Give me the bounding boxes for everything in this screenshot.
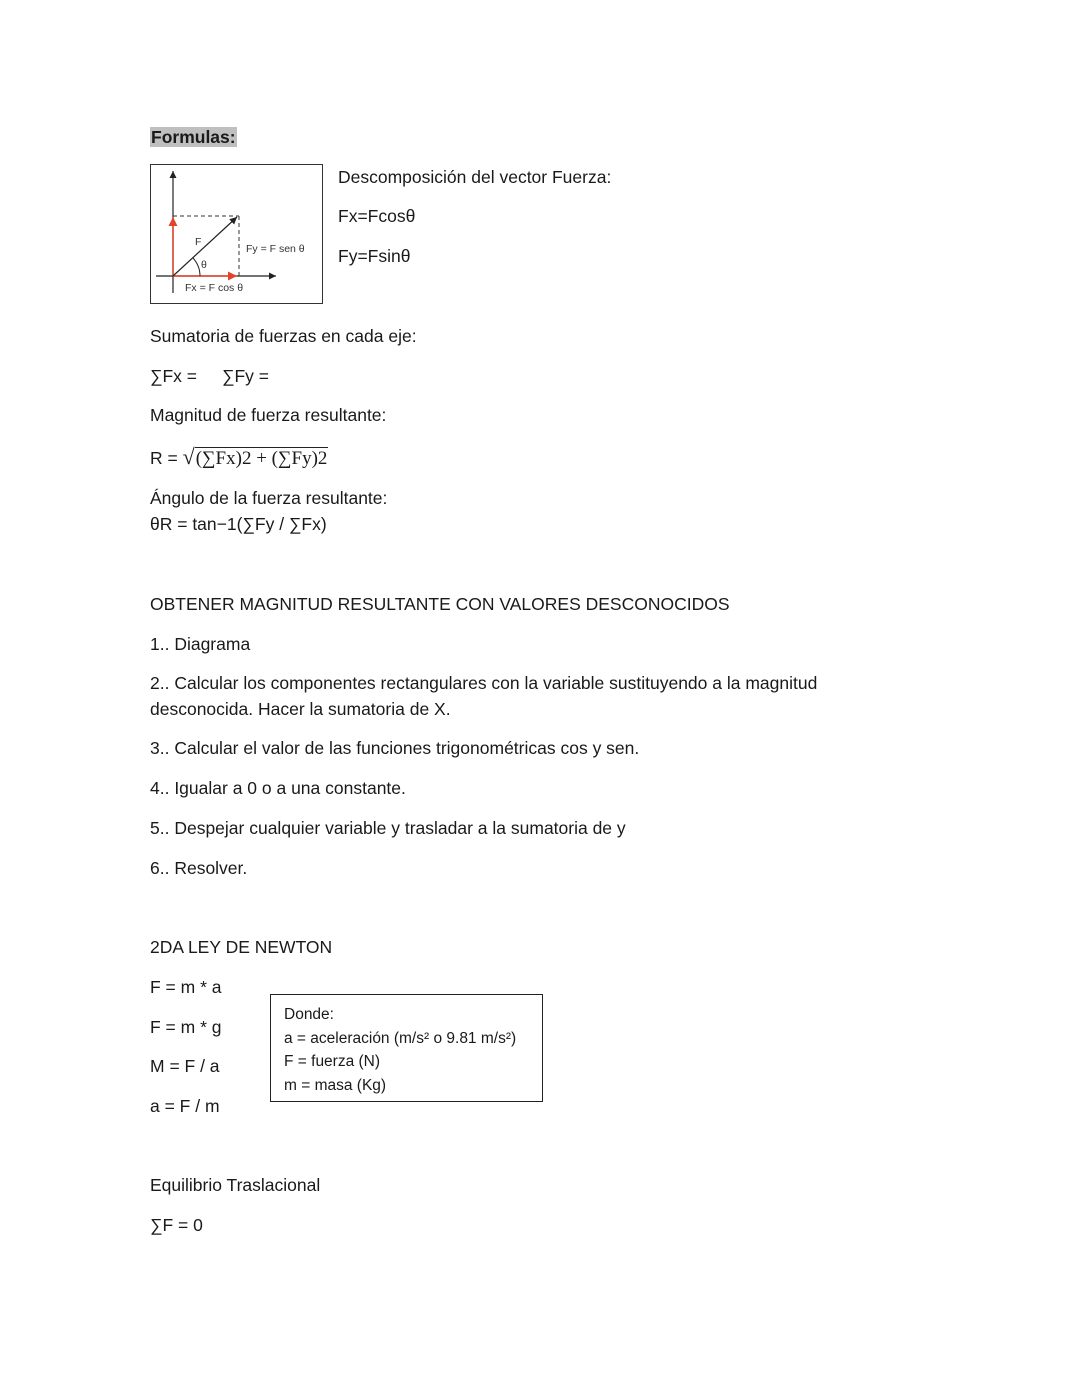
fx-label: Fx = F cos θ xyxy=(185,282,244,294)
sum-fy: ∑Fy = xyxy=(222,366,269,386)
f-label: F xyxy=(195,236,202,248)
step: 2.. Calcular los componentes rectangulares con la variable sustituyendo a la magnitud xyxy=(150,673,818,693)
step: 4.. Igualar a 0 o a una constante. xyxy=(150,778,406,798)
step: 6.. Resolver. xyxy=(150,858,248,878)
donde-line: m = masa (Kg) xyxy=(284,1076,387,1094)
magnitud-formula: R = √(∑Fx)2 + (∑Fy)2 xyxy=(150,444,328,469)
step: 3.. Calcular el valor de las funciones trigonométricas cos y sen. xyxy=(150,738,640,758)
donde-line: Donde: xyxy=(284,1006,334,1023)
procedure-heading: OBTENER MAGNITUD RESULTANTE CON VALORES DESCONOCIDOS xyxy=(150,594,730,614)
magnitud-heading: Magnitud de fuerza resultante: xyxy=(150,405,387,425)
sumatoria-heading: Sumatoria de fuerzas en cada eje: xyxy=(150,326,417,346)
newton-formula: F = m * g xyxy=(150,1017,222,1037)
fy-label: Fy = F sen θ xyxy=(246,243,305,255)
section-title: Formulas: xyxy=(151,127,236,147)
step: 1.. Diagrama xyxy=(150,634,251,654)
decomp-heading: Descomposición del vector Fuerza: xyxy=(338,167,612,187)
equilibrio-heading: Equilibrio Traslacional xyxy=(150,1175,321,1195)
theta-label: θ xyxy=(201,259,207,271)
step: desconocida. Hacer la sumatoria de X. xyxy=(150,699,451,719)
sum-fx: ∑Fx = xyxy=(150,366,197,386)
newton-heading: 2DA LEY DE NEWTON xyxy=(150,937,333,957)
newton-formula: M = F / a xyxy=(150,1056,220,1076)
fx-formula: Fx=Fcosθ xyxy=(338,206,416,226)
fy-formula: Fy=Fsinθ xyxy=(338,246,411,266)
angulo-heading: Ángulo de la fuerza resultante: xyxy=(150,488,388,508)
equilibrio-formula: ∑F = 0 xyxy=(150,1215,203,1235)
force-decomposition-diagram xyxy=(150,164,323,304)
newton-formula: F = m * a xyxy=(150,977,222,997)
donde-box xyxy=(270,994,543,1102)
step: 5.. Despejar cualquier variable y trasladar a la sumatoria de y xyxy=(150,818,626,838)
angulo-formula: θR = tan−1(∑Fy / ∑Fx) xyxy=(150,514,327,534)
newton-formula: a = F / m xyxy=(150,1096,220,1116)
donde-line: F = fuerza (N) xyxy=(284,1053,381,1070)
donde-line: a = aceleración (m/s² o 9.81 m/s²) xyxy=(284,1029,517,1047)
